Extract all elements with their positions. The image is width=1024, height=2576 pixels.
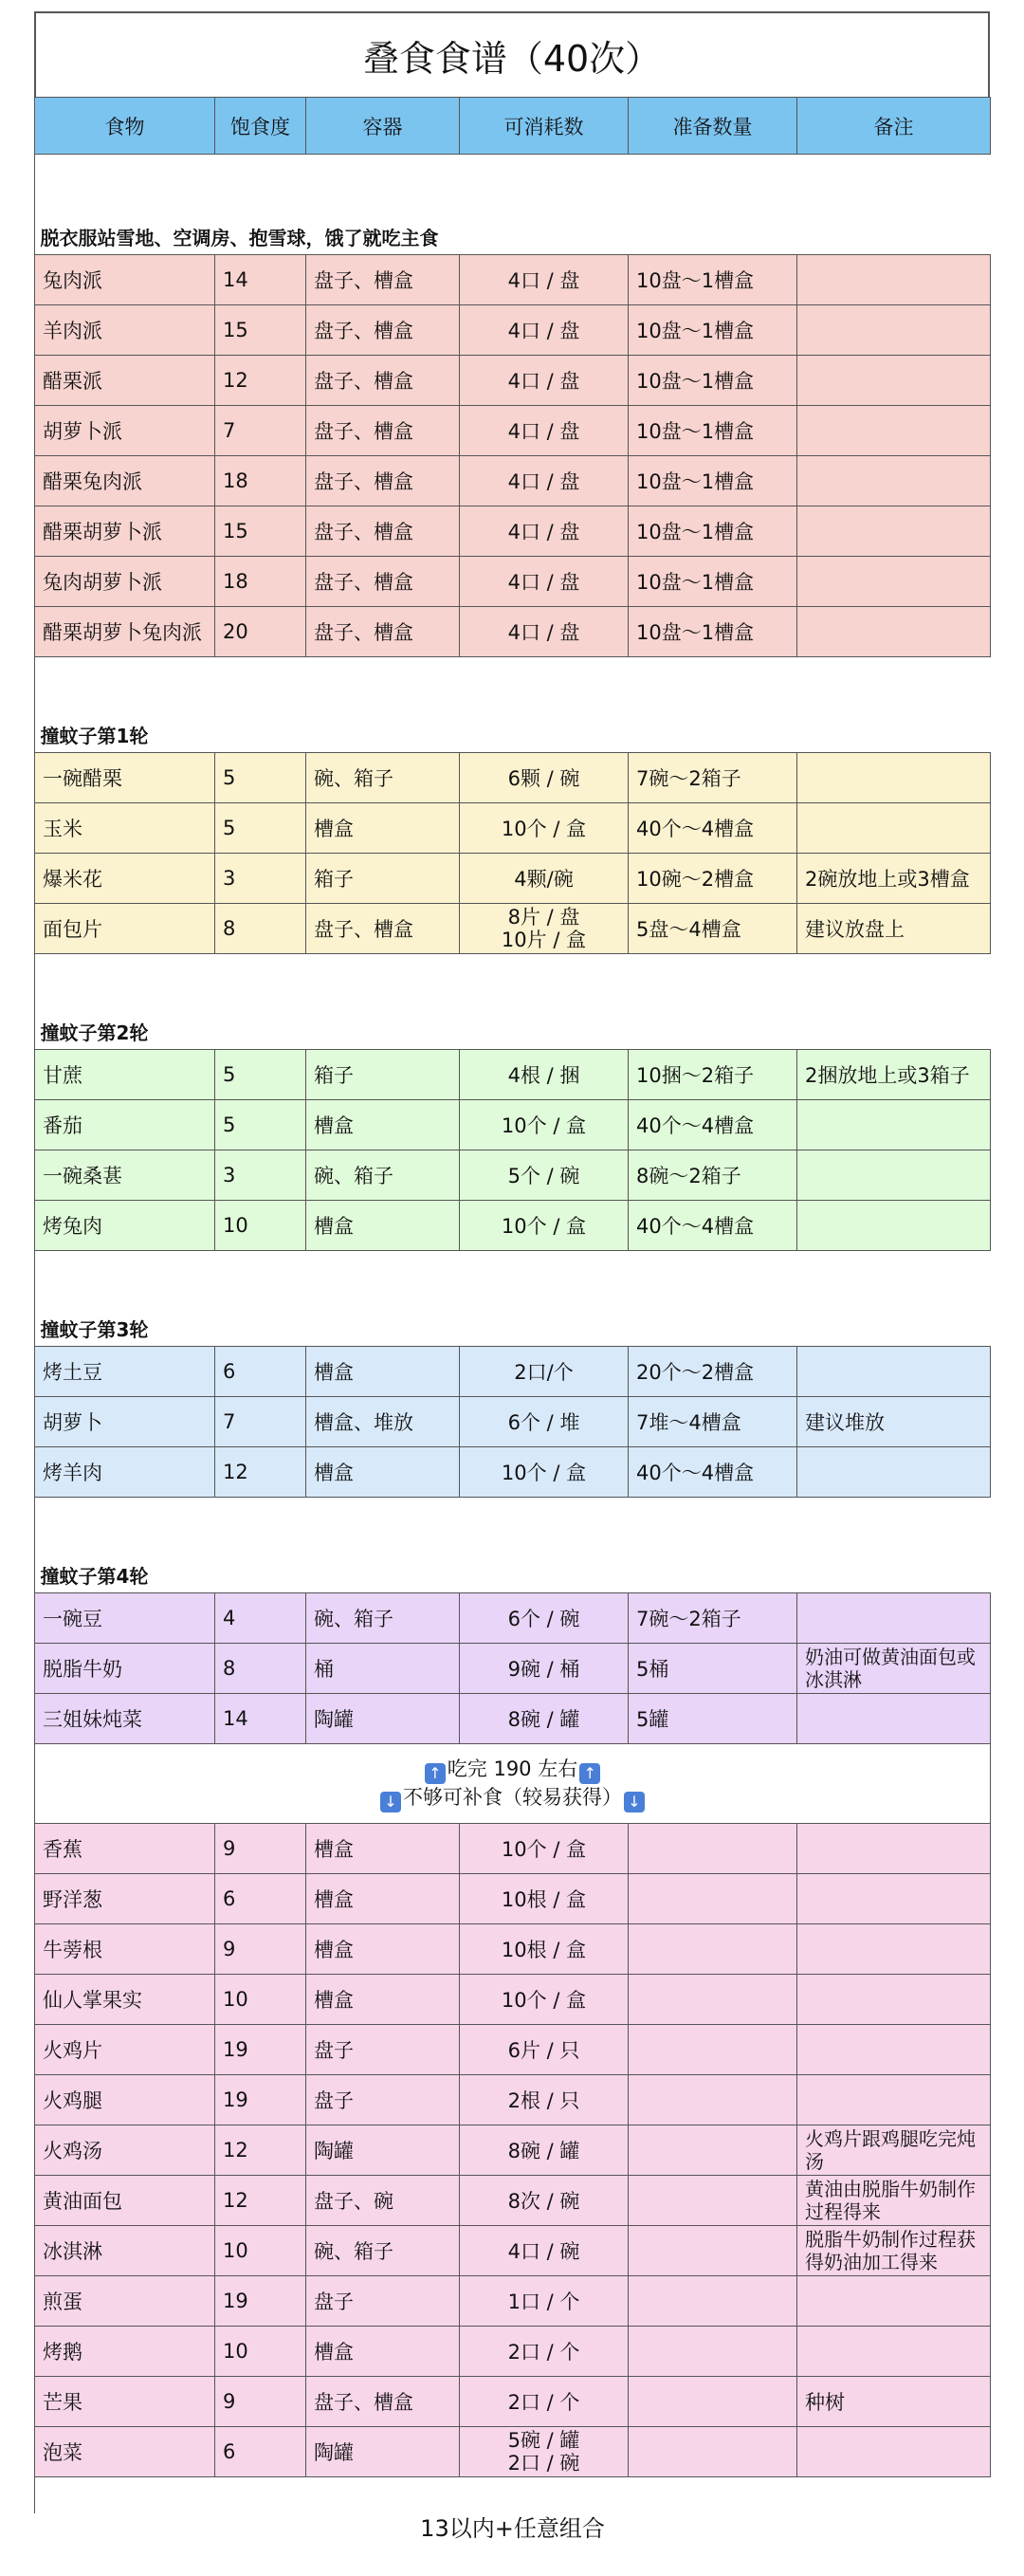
cell-container: 槽盒 [306, 1824, 460, 1874]
section-heading-row [35, 954, 991, 1050]
table-row [35, 904, 991, 954]
table-row [35, 1201, 991, 1251]
cell-prep-qty: 10盘～1槽盒 [629, 607, 797, 657]
header-container: 容器 [306, 98, 460, 155]
cell-food-name: 牛蒡根 [35, 1924, 215, 1975]
footer-row [35, 2477, 991, 2576]
table-row [35, 1100, 991, 1150]
down-arrow-icon: ↓ [624, 1792, 645, 1812]
cell-satiety: 6 [215, 2427, 306, 2477]
table-row [35, 803, 991, 854]
cell-remark [797, 1347, 991, 1397]
cell-prep-qty: 10盘～1槽盒 [629, 356, 797, 406]
cell-prep-qty [629, 1975, 797, 2025]
cell-satiety: 10 [215, 2226, 306, 2276]
cell-remark [797, 1447, 991, 1498]
cell-remark [797, 1874, 991, 1924]
cell-container: 盘子、槽盒 [306, 2377, 460, 2427]
cell-food-name: 脱脂牛奶 [35, 1644, 215, 1694]
cell-food-name: 醋栗胡萝卜派 [35, 506, 215, 557]
cell-container: 槽盒 [306, 803, 460, 854]
cell-consumable: 10个 / 盒 [460, 1100, 629, 1150]
cell-prep-qty [629, 2025, 797, 2075]
cell-food-name: 火鸡腿 [35, 2075, 215, 2125]
cell-food-name: 一碗醋栗 [35, 753, 215, 803]
cell-prep-qty: 10捆～2箱子 [629, 1050, 797, 1100]
table-row [35, 305, 991, 356]
header-remark: 备注 [797, 98, 991, 155]
page-title: 叠食食谱（40次） [362, 37, 662, 80]
cell-food-name: 烤羊肉 [35, 1447, 215, 1498]
cell-food-name: 面包片 [35, 904, 215, 954]
cell-consumable: 2口 / 个 [460, 2377, 629, 2427]
cell-container: 盘子 [306, 2276, 460, 2327]
cell-food-name: 爆米花 [35, 854, 215, 904]
cell-prep-qty: 20个～2槽盒 [629, 1347, 797, 1397]
cell-consumable: 6个 / 碗 [460, 1593, 629, 1644]
cell-satiety: 3 [215, 854, 306, 904]
header-satiety: 饱食度 [215, 98, 306, 155]
table-row [35, 2025, 991, 2075]
table-row [35, 557, 991, 607]
cell-remark [797, 1150, 991, 1201]
cell-container: 槽盒 [306, 1347, 460, 1397]
cell-remark: 建议放盘上 [797, 904, 991, 954]
table-row [35, 1150, 991, 1201]
section-heading-row [35, 1251, 991, 1347]
cell-prep-qty: 5罐 [629, 1694, 797, 1744]
cell-prep-qty: 10盘～1槽盒 [629, 305, 797, 356]
cell-line: 2口 / 碗 [507, 2452, 580, 2475]
cell-prep-qty: 7碗～2箱子 [629, 1593, 797, 1644]
cell-prep-qty [629, 1924, 797, 1975]
cell-food-name: 烤兔肉 [35, 1201, 215, 1251]
table-row [35, 1593, 991, 1644]
cell-food-name: 醋栗兔肉派 [35, 456, 215, 506]
cell-satiety: 5 [215, 1050, 306, 1100]
cell-food-name: 胡萝卜派 [35, 406, 215, 456]
cell-food-name: 甘蔗 [35, 1050, 215, 1100]
cell-satiety: 12 [215, 2176, 306, 2226]
recipe-table [34, 97, 991, 2576]
cell-food-name: 醋栗胡萝卜兔肉派 [35, 607, 215, 657]
cell-container: 槽盒 [306, 2327, 460, 2377]
cell-remark [797, 1924, 991, 1975]
cell-food-name: 仙人掌果实 [35, 1975, 215, 2025]
cell-consumable: 4口 / 碗 [460, 2226, 629, 2276]
cell-consumable: 6个 / 堆 [460, 1397, 629, 1447]
cell-prep-qty [629, 2176, 797, 2226]
cell-remark [797, 506, 991, 557]
cell-consumable: 4根 / 捆 [460, 1050, 629, 1100]
cell-container: 箱子 [306, 1050, 460, 1100]
cell-satiety: 5 [215, 1100, 306, 1150]
table-row [35, 607, 991, 657]
cell-prep-qty [629, 2075, 797, 2125]
cell-container: 盘子、碗 [306, 2176, 460, 2226]
cell-satiety: 18 [215, 557, 306, 607]
table-row [35, 1347, 991, 1397]
cell-remark [797, 1694, 991, 1744]
cell-food-name: 冰淇淋 [35, 2226, 215, 2276]
cell-satiety: 12 [215, 356, 306, 406]
cell-prep-qty: 40个～4槽盒 [629, 1201, 797, 1251]
cell-satiety: 9 [215, 1924, 306, 1975]
cell-consumable: 4口 / 盘 [460, 406, 629, 456]
table-row [35, 854, 991, 904]
cell-container: 盘子、槽盒 [306, 557, 460, 607]
cell-satiety: 3 [215, 1150, 306, 1201]
cell-remark: 脱脂牛奶制作过程获得奶油加工得来 [797, 2226, 991, 2276]
footer-text: 13以内+任意组合 [35, 2477, 991, 2576]
cell-food-name: 兔肉胡萝卜派 [35, 557, 215, 607]
cell-container: 碗、箱子 [306, 753, 460, 803]
cell-satiety: 8 [215, 904, 306, 954]
cell-consumable: 8碗 / 罐 [460, 2125, 629, 2176]
section-heading: 撞蚊子第1轮 [35, 657, 991, 753]
table-row [35, 1874, 991, 1924]
cell-remark [797, 753, 991, 803]
cell-remark: 建议堆放 [797, 1397, 991, 1447]
cell-container: 盘子、槽盒 [306, 356, 460, 406]
cell-prep-qty: 40个～4槽盒 [629, 1447, 797, 1498]
cell-food-name: 胡萝卜 [35, 1397, 215, 1447]
cell-consumable: 4口 / 盘 [460, 607, 629, 657]
up-arrow-icon: ↑ [425, 1763, 446, 1784]
cell-consumable: 10根 / 盒 [460, 1874, 629, 1924]
cell-prep-qty: 40个～4槽盒 [629, 1100, 797, 1150]
cell-remark [797, 2427, 991, 2477]
cell-container: 桶 [306, 1644, 460, 1694]
cell-prep-qty: 40个～4槽盒 [629, 803, 797, 854]
cell-remark [797, 803, 991, 854]
cell-satiety: 9 [215, 2377, 306, 2427]
cell-consumable: 10个 / 盒 [460, 1975, 629, 2025]
cell-container: 槽盒 [306, 1924, 460, 1975]
cell-satiety: 5 [215, 753, 306, 803]
cell-food-name: 玉米 [35, 803, 215, 854]
header-food-name: 食物 [35, 98, 215, 155]
cell-consumable: 2口/个 [460, 1347, 629, 1397]
cell-remark [797, 1824, 991, 1874]
cell-container: 盘子 [306, 2075, 460, 2125]
note-row [35, 1744, 991, 1824]
section-heading-row [35, 155, 991, 255]
cell-prep-qty [629, 2226, 797, 2276]
cell-satiety: 20 [215, 607, 306, 657]
cell-prep-qty [629, 2377, 797, 2427]
cell-consumable: 6颗 / 碗 [460, 753, 629, 803]
cell-remark: 2捆放地上或3箱子 [797, 1050, 991, 1100]
table-row [35, 255, 991, 305]
down-arrow-icon: ↓ [380, 1792, 401, 1812]
cell-container: 槽盒 [306, 1447, 460, 1498]
table-row [35, 753, 991, 803]
cell-container: 盘子、槽盒 [306, 607, 460, 657]
cell-satiety: 6 [215, 1347, 306, 1397]
cell-container: 盘子、槽盒 [306, 255, 460, 305]
table-row [35, 1824, 991, 1874]
cell-remark [797, 607, 991, 657]
table-row [35, 2427, 991, 2477]
cell-consumable: 2根 / 只 [460, 2075, 629, 2125]
cell-remark [797, 456, 991, 506]
cell-prep-qty: 10盘～1槽盒 [629, 406, 797, 456]
cell-food-name: 芒果 [35, 2377, 215, 2427]
cell-container: 盘子 [306, 2025, 460, 2075]
table-row [35, 2276, 991, 2327]
cell-food-name: 三姐妹炖菜 [35, 1694, 215, 1744]
cell-prep-qty [629, 1824, 797, 1874]
table-row [35, 506, 991, 557]
cell-remark [797, 2327, 991, 2377]
cell-container: 碗、箱子 [306, 2226, 460, 2276]
cell-remark [797, 2025, 991, 2075]
cell-line: 5碗 / 罐 [507, 2429, 580, 2452]
table-row [35, 2176, 991, 2226]
cell-food-name: 泡菜 [35, 2427, 215, 2477]
cell-prep-qty: 10碗～2槽盒 [629, 854, 797, 904]
cell-consumable: 4口 / 盘 [460, 557, 629, 607]
up-arrow-icon: ↑ [579, 1763, 600, 1784]
cell-satiety: 10 [215, 2327, 306, 2377]
cell-prep-qty [629, 2327, 797, 2377]
cell-remark [797, 1201, 991, 1251]
cell-remark [797, 2276, 991, 2327]
cell-consumable [460, 2427, 629, 2477]
cell-remark: 奶油可做黄油面包或冰淇淋 [797, 1644, 991, 1694]
cell-container: 碗、箱子 [306, 1150, 460, 1201]
cell-remark: 种树 [797, 2377, 991, 2427]
cell-food-name: 番茄 [35, 1100, 215, 1150]
cell-food-name: 一碗桑葚 [35, 1150, 215, 1201]
cell-container: 碗、箱子 [306, 1593, 460, 1644]
section-heading: 撞蚊子第4轮 [35, 1498, 991, 1593]
cell-consumable: 4口 / 盘 [460, 305, 629, 356]
section-heading-row [35, 1498, 991, 1593]
table-row [35, 1447, 991, 1498]
cell-food-name: 一碗豆 [35, 1593, 215, 1644]
cell-satiety: 10 [215, 1201, 306, 1251]
cell-prep-qty: 5盘～4槽盒 [629, 904, 797, 954]
cell-food-name: 烤土豆 [35, 1347, 215, 1397]
cell-food-name: 兔肉派 [35, 255, 215, 305]
cell-remark [797, 557, 991, 607]
cell-remark: 2碗放地上或3槽盒 [797, 854, 991, 904]
table-row [35, 1050, 991, 1100]
cell-prep-qty: 8碗～2箱子 [629, 1150, 797, 1201]
cell-food-name: 野洋葱 [35, 1874, 215, 1924]
cell-prep-qty [629, 1874, 797, 1924]
cell-satiety: 4 [215, 1593, 306, 1644]
cell-satiety: 15 [215, 305, 306, 356]
cell-food-name: 火鸡片 [35, 2025, 215, 2075]
cell-line: 10片 / 盒 [501, 929, 587, 951]
cell-container: 槽盒 [306, 1201, 460, 1251]
header-prep-qty: 准备数量 [629, 98, 797, 155]
cell-container: 盘子、槽盒 [306, 506, 460, 557]
cell-container: 槽盒 [306, 1100, 460, 1150]
cell-consumable: 10根 / 盒 [460, 1924, 629, 1975]
cell-line: 8片 / 盘 [507, 906, 580, 929]
cell-consumable: 8碗 / 罐 [460, 1694, 629, 1744]
cell-satiety: 18 [215, 456, 306, 506]
table-row [35, 1644, 991, 1694]
table-row [35, 406, 991, 456]
cell-consumable: 2口 / 个 [460, 2327, 629, 2377]
cell-satiety: 19 [215, 2276, 306, 2327]
cell-consumable: 9碗 / 桶 [460, 1644, 629, 1694]
cell-container: 箱子 [306, 854, 460, 904]
cell-prep-qty [629, 2125, 797, 2176]
cell-food-name: 烤鹅 [35, 2327, 215, 2377]
cell-remark [797, 406, 991, 456]
cell-food-name: 火鸡汤 [35, 2125, 215, 2176]
cell-prep-qty: 10盘～1槽盒 [629, 506, 797, 557]
cell-remark [797, 1100, 991, 1150]
cell-consumable: 10个 / 盒 [460, 803, 629, 854]
table-row [35, 1975, 991, 2025]
cell-consumable: 1口 / 个 [460, 2276, 629, 2327]
cell-remark [797, 305, 991, 356]
note-text-2: 不够可补食（较易获得） [403, 1785, 622, 1809]
cell-food-name: 醋栗派 [35, 356, 215, 406]
header-consumable: 可消耗数 [460, 98, 629, 155]
cell-container: 槽盒 [306, 1975, 460, 2025]
cell-satiety: 19 [215, 2075, 306, 2125]
cell-prep-qty: 7碗～2箱子 [629, 753, 797, 803]
cell-remark [797, 356, 991, 406]
cell-container: 陶罐 [306, 1694, 460, 1744]
cell-consumable: 4颗/碗 [460, 854, 629, 904]
cell-container: 盘子、槽盒 [306, 406, 460, 456]
recipe-sheet [34, 11, 990, 2543]
cell-food-name: 香蕉 [35, 1824, 215, 1874]
cell-remark [797, 2075, 991, 2125]
cell-remark [797, 1975, 991, 2025]
table-row [35, 2125, 991, 2176]
cell-satiety: 10 [215, 1975, 306, 2025]
cell-consumable: 5个 / 碗 [460, 1150, 629, 1201]
cell-container: 陶罐 [306, 2427, 460, 2477]
cell-consumable [460, 904, 629, 954]
cell-remark [797, 1593, 991, 1644]
cell-container: 盘子、槽盒 [306, 305, 460, 356]
section-heading: 撞蚊子第3轮 [35, 1251, 991, 1347]
cell-food-name: 黄油面包 [35, 2176, 215, 2226]
cell-satiety: 6 [215, 1874, 306, 1924]
cell-satiety: 15 [215, 506, 306, 557]
cell-satiety: 9 [215, 1824, 306, 1874]
section-heading: 撞蚊子第2轮 [35, 954, 991, 1050]
cell-satiety: 14 [215, 255, 306, 305]
cell-consumable: 8次 / 碗 [460, 2176, 629, 2226]
cell-consumable: 6片 / 只 [460, 2025, 629, 2075]
note-cell [35, 1744, 991, 1824]
table-row [35, 456, 991, 506]
cell-remark [797, 255, 991, 305]
cell-satiety: 7 [215, 1397, 306, 1447]
cell-consumable: 10个 / 盒 [460, 1201, 629, 1251]
cell-consumable: 10个 / 盒 [460, 1447, 629, 1498]
cell-food-name: 煎蛋 [35, 2276, 215, 2327]
cell-prep-qty [629, 2276, 797, 2327]
cell-food-name: 羊肉派 [35, 305, 215, 356]
cell-container: 盘子、槽盒 [306, 904, 460, 954]
cell-satiety: 12 [215, 2125, 306, 2176]
cell-prep-qty: 10盘～1槽盒 [629, 255, 797, 305]
table-row [35, 2075, 991, 2125]
note-text-1: 吃完 190 左右 [447, 1757, 578, 1780]
cell-remark: 黄油由脱脂牛奶制作过程得来 [797, 2176, 991, 2226]
cell-satiety: 19 [215, 2025, 306, 2075]
cell-prep-qty: 5桶 [629, 1644, 797, 1694]
table-row [35, 1397, 991, 1447]
cell-prep-qty [629, 2427, 797, 2477]
table-row [35, 1694, 991, 1744]
cell-satiety: 14 [215, 1694, 306, 1744]
cell-consumable: 4口 / 盘 [460, 255, 629, 305]
cell-prep-qty: 7堆～4槽盒 [629, 1397, 797, 1447]
cell-container: 槽盒 [306, 1874, 460, 1924]
cell-consumable: 10个 / 盒 [460, 1824, 629, 1874]
cell-satiety: 8 [215, 1644, 306, 1694]
table-row [35, 2327, 991, 2377]
cell-container: 陶罐 [306, 2125, 460, 2176]
table-row [35, 2226, 991, 2276]
cell-consumable: 4口 / 盘 [460, 356, 629, 406]
table-row [35, 1924, 991, 1975]
cell-prep-qty: 10盘～1槽盒 [629, 456, 797, 506]
note-line-1 [43, 1756, 982, 1784]
cell-satiety: 7 [215, 406, 306, 456]
note-line-2 [43, 1784, 982, 1812]
table-row [35, 356, 991, 406]
cell-consumable: 4口 / 盘 [460, 506, 629, 557]
cell-satiety: 12 [215, 1447, 306, 1498]
cell-container: 盘子、槽盒 [306, 456, 460, 506]
table-row [35, 2377, 991, 2427]
cell-container: 槽盒、堆放 [306, 1397, 460, 1447]
cell-remark: 火鸡片跟鸡腿吃完炖汤 [797, 2125, 991, 2176]
cell-prep-qty: 10盘～1槽盒 [629, 557, 797, 607]
table-header [35, 98, 991, 155]
cell-satiety: 5 [215, 803, 306, 854]
cell-consumable: 4口 / 盘 [460, 456, 629, 506]
section-heading-row [35, 657, 991, 753]
section-heading: 脱衣服站雪地、空调房、抱雪球，饿了就吃主食 [35, 155, 991, 255]
